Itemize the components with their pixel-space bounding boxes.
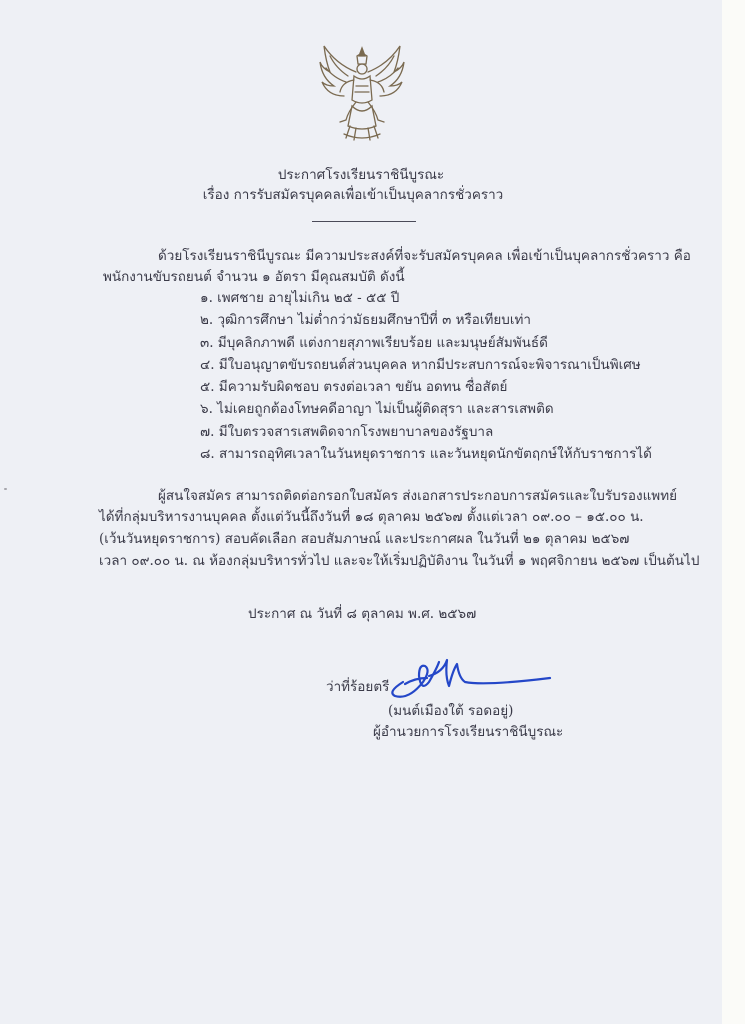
application-line-1: ผู้สนใจสมัคร สามารถติดต่อกรอกใบสมัคร ส่งเอกสารประกอบการสมัครและใบรับรองแพทย์ [158,488,678,504]
signer-name: (มนต์เมืองใต้ รอดอยู่) [388,703,514,719]
header-title: ประกาศโรงเรียนราชินีบูรณะ [277,167,445,183]
signer-title: ผู้อำนวยการโรงเรียนราชินีบูรณะ [373,724,564,740]
qualification-item: ๔. มีใบอนุญาตขับรถยนต์ส่วนบุคคล หากมีประสบการณ์จะพิจารณาเป็นพิเศษ [200,356,641,373]
header-divider [312,221,416,222]
qualification-item: ๘. สามารถอุทิศเวลาในวันหยุดราชการ และวันหยุดนักขัตฤกษ์ให้กับราชการได้ [200,446,652,463]
handwritten-signature [385,652,555,704]
qualification-item: ๗. มีใบตรวจสารเสพติดจากโรงพยาบาลของรัฐบาล [200,423,494,440]
announcement-date: ประกาศ ณ วันที่ ๘ ตุลาคม พ.ศ. ๒๕๖๗ [248,606,477,622]
qualification-item: ๖. ไม่เคยถูกต้องโทษคดีอาญา ไม่เป็นผู้ติดสุรา และสารเสพติด [200,401,554,418]
application-line-3: (เว้นวันหยุดราชการ) สอบคัดเลือก สอบสัมภาษณ์ และประกาศผล ในวันที่ ๒๑ ตุลาคม ๒๕๖๗ [99,531,630,547]
application-line-2: ได้ที่กลุ่มบริหารงานบุคคล ตั้งแต่วันนี้ถึงวันที่ ๑๘ ตุลาคม ๒๕๖๗ ตั้งแต่เวลา ๐๙.๐๐ – ๑๕.๐๐ น. [99,509,644,525]
intro-line-2: พนักงานขับรถยนต์ จำนวน ๑ อัตรา มีคุณสมบัติ ดังนี้ [103,269,405,285]
qualification-list [200,287,652,465]
application-line-4: เวลา ๐๙.๐๐ น. ณ ห้องกลุ่มบริหารทั่วไป และจะให้เริ่มปฏิบัติงาน ในวันที่ ๑ พฤศจิกายน ๒๕๖๗ เป็นต้นไป [99,553,700,569]
qualification-item: ๒. วุฒิการศึกษา ไม่ต่ำกว่ามัธยมศึกษาปีที่ ๓ หรือเทียบเท่า [200,312,531,329]
page-edge [722,0,745,1024]
signer-prefix: ว่าที่ร้อยตรี [326,679,390,695]
intro-line-1: ด้วยโรงเรียนราชินีบูรณะ มีความประสงค์ที่จะรับสมัครบุคคล เพื่อเข้าเป็นบุคลากรชั่วคราว คือ [158,248,691,264]
qualification-item: ๑. เพศชาย อายุไม่เกิน ๒๕ - ๕๕ ปี [200,290,400,306]
header-subject: เรื่อง การรับสมัครบุคคลเพื่อเข้าเป็นบุคลากรชั่วคราว [202,187,504,203]
paper-speck [4,488,7,490]
qualification-item: ๕. มีความรับผิดชอบ ตรงต่อเวลา ขยัน อดทน ซื่อสัตย์ [200,379,508,396]
garuda-emblem-icon [316,42,408,142]
qualification-item: ๓. มีบุคลิกภาพดี แต่งกายสุภาพเรียบร้อย และมนุษย์สัมพันธ์ดี [200,334,548,351]
